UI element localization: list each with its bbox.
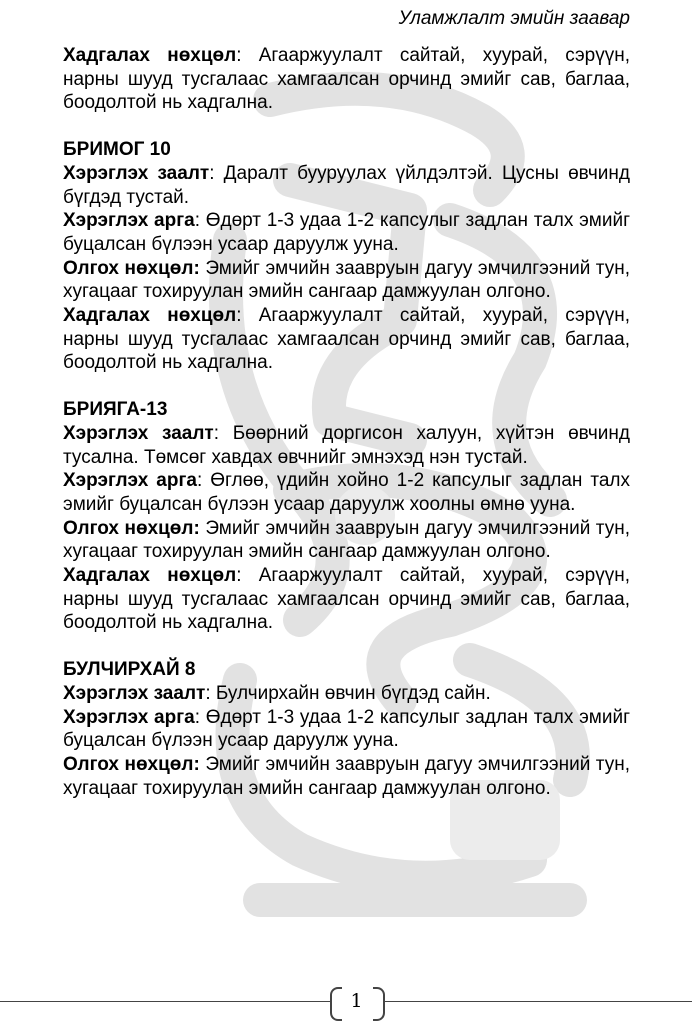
label-storage: Хадгалах нөхцөл bbox=[63, 45, 237, 66]
acquire-paragraph bbox=[63, 517, 630, 564]
usage-text: : Өдөрт 1-3 удаа 1-2 капсулыг задлан талх эмийг буцалсан бүлээн усаар даруулж ууна. bbox=[63, 706, 631, 752]
usage-paragraph bbox=[63, 706, 630, 753]
label-usage: Хэрэглэх арга bbox=[63, 706, 195, 728]
running-header: Уламжлалт эмийн заавар bbox=[398, 8, 630, 29]
section-title: БРИЯГА-13 bbox=[63, 399, 168, 421]
storage-paragraph bbox=[63, 564, 630, 635]
indication-paragraph bbox=[63, 162, 630, 209]
label-indication: Хэрэглэх заалт bbox=[63, 422, 214, 444]
usage-text: : Өдөрт 1-3 удаа 1-2 капсулыг задлан талх эмийг буцалсан бүлээн усаар даруулж ууна. bbox=[63, 210, 631, 255]
label-usage: Хэрэглэх арга bbox=[63, 470, 197, 492]
acquire-text: Эмийг эмчийн заавруын дагуу эмчилгээний тун, хугацааг тохируулан эмийн сангаар дамжуулан олгоно. bbox=[63, 753, 630, 799]
acquire-text: Эмийг эмчийн заавруын дагуу эмчилгээний тун, хугацааг тохируулан эмийн сангаар дамжуулан олгоно. bbox=[63, 257, 630, 303]
usage-text: : Өглөө, үдийн хойно 1-2 капсулыг задлан талх эмийг буцалсан бүлээн усаар даруулж хоолны өмнө ууна. bbox=[63, 470, 631, 515]
acquire-paragraph bbox=[63, 753, 630, 800]
page-number: 1 bbox=[350, 990, 363, 1012]
indication-paragraph bbox=[63, 422, 630, 469]
document-body bbox=[63, 44, 630, 800]
storage-text: : Агааржуулалт сайтай, хуурай, сэрүүн, нарны шууд тусгалаас хамгаалсан орчинд эмийг сав, баглаа, боодолтой нь хадгална. bbox=[63, 565, 630, 634]
page-number-bracket-right bbox=[373, 987, 385, 1021]
footer-rule-right bbox=[385, 1001, 692, 1002]
label-acquire: Олгох нөхцөл: bbox=[63, 257, 200, 279]
indication-paragraph bbox=[63, 682, 630, 706]
acquire-paragraph bbox=[63, 257, 630, 304]
section-title: БУЛЧИРХАЙ 8 bbox=[63, 659, 196, 681]
page-footer bbox=[0, 980, 692, 1024]
indication-text: : Даралт бууруулах үйлдэлтэй. Цусны өвчинд бүгдэд тустай. bbox=[63, 162, 630, 208]
footer-rule-left bbox=[0, 1001, 330, 1002]
label-indication: Хэрэглэх заалт bbox=[63, 682, 206, 704]
indication-text: : Бөөрний доргисон халуун, хүйтэн өвчинд тусална. Төмсөг хавдах өвчнийг эмнэхэд нэн тустай. bbox=[63, 422, 630, 468]
indication-text: : Булчирхайн өвчин бүгдэд сайн. bbox=[205, 682, 491, 704]
label-usage: Хэрэглэх арга bbox=[63, 210, 195, 232]
label-storage: Хадгалах нөхцөл bbox=[63, 305, 237, 327]
label-acquire: Олгох нөхцөл: bbox=[63, 753, 200, 775]
label-indication: Хэрэглэх заалт bbox=[63, 162, 210, 184]
usage-paragraph bbox=[63, 469, 630, 516]
section-title: БРИМОГ 10 bbox=[63, 139, 171, 161]
storage-paragraph bbox=[63, 304, 630, 375]
intro-storage-paragraph bbox=[63, 44, 630, 115]
storage-text: : Агааржуулалт сайтай, хуурай, сэрүүн, нарны шууд тусгалаас хамгаалсан орчинд эмийг сав, баглаа, боодолтой нь хадгална. bbox=[63, 45, 630, 114]
label-acquire: Олгох нөхцөл: bbox=[63, 517, 200, 539]
usage-paragraph bbox=[63, 209, 630, 256]
acquire-text: Эмийг эмчийн заавруын дагуу эмчилгээний тун, хугацааг тохируулан эмийн сангаар дамжуулан олгоно. bbox=[63, 517, 630, 563]
storage-text: : Агааржуулалт сайтай, хуурай, сэрүүн, нарны шууд тусгалаас хамгаалсан орчинд эмийг сав, баглаа, боодолтой нь хадгална. bbox=[63, 305, 630, 374]
label-storage: Хадгалах нөхцөл bbox=[63, 565, 237, 587]
